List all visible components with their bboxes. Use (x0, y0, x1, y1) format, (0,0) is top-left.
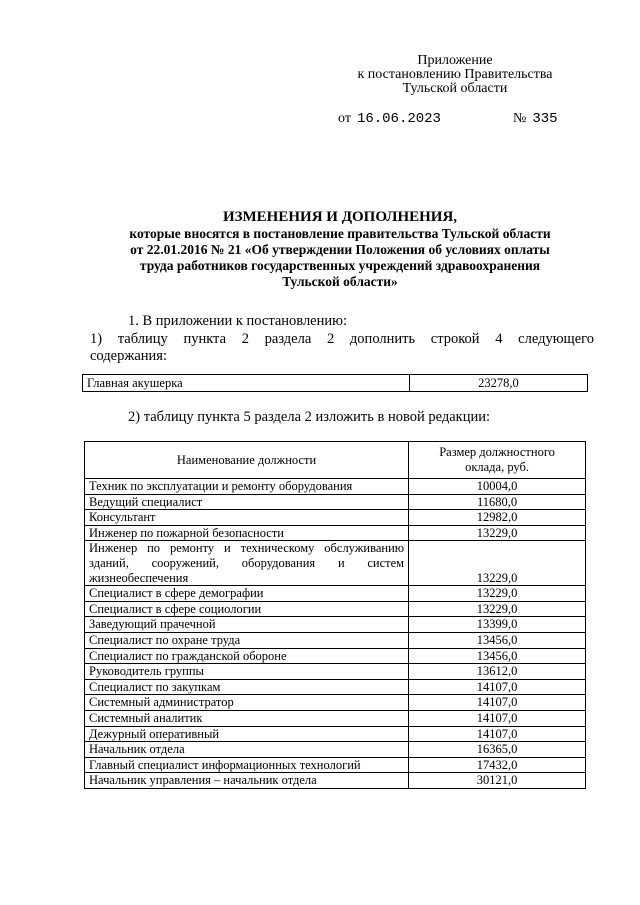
annex-line-1: Приложение (417, 53, 493, 68)
paragraph-1: 1. В приложении к постановлению: (128, 313, 348, 329)
salary-value: 13612,0 (409, 664, 586, 680)
header-salary (409, 442, 586, 479)
salary-value: 13229,0 (409, 541, 586, 586)
salary-value: 30121,0 (409, 773, 586, 789)
position-name: Специалист в сфере демографии (85, 586, 409, 602)
number-label: № (513, 111, 527, 126)
table-header-row (85, 442, 586, 479)
header-salary-line-2: оклада, руб. (465, 460, 530, 474)
table-row (83, 375, 588, 392)
table-row (85, 742, 586, 758)
document-date (338, 111, 441, 127)
table-row (85, 632, 586, 648)
table-row (85, 679, 586, 695)
header-position: Наименование должности (85, 442, 409, 479)
salary-value: 12982,0 (409, 510, 586, 526)
salary-table (84, 441, 586, 789)
salary-value: 14107,0 (409, 695, 586, 711)
salary-value: 16365,0 (409, 742, 586, 758)
position-name: Руководитель группы (85, 664, 409, 680)
salary-value: 17432,0 (409, 757, 586, 773)
salary-value: 13399,0 (409, 617, 586, 633)
position-name: Дежурный оперативный (85, 726, 409, 742)
salary-value: 23278,0 (409, 375, 587, 392)
document-heading (90, 209, 590, 290)
position-name: Системный администратор (85, 695, 409, 711)
salary-value: 13229,0 (409, 525, 586, 541)
date-value: 16.06.2023 (356, 111, 441, 127)
position-name: Специалист по охране труда (85, 632, 409, 648)
number-value: 335 (532, 111, 558, 127)
table-row (85, 479, 586, 495)
table-row (85, 710, 586, 726)
position-name: Системный аналитик (85, 710, 409, 726)
salary-value: 14107,0 (409, 710, 586, 726)
table-row (85, 726, 586, 742)
salary-value: 11680,0 (409, 494, 586, 510)
salary-value: 13456,0 (409, 632, 586, 648)
salary-value: 13229,0 (409, 601, 586, 617)
position-name: Начальник управления – начальник отдела (85, 773, 409, 789)
table-row (85, 525, 586, 541)
salary-value: 14107,0 (409, 679, 586, 695)
table-row (85, 586, 586, 602)
table-addition (82, 374, 588, 392)
position-name: Специалист в сфере социологии (85, 601, 409, 617)
position-name: Специалист по закупкам (85, 679, 409, 695)
table-row (85, 648, 586, 664)
paragraph-2-line-1: 1) таблицу пункта 2 раздела 2 дополнить строкой 4 следующего (90, 331, 594, 347)
paragraph-3: 2) таблицу пункта 5 раздела 2 изложить в новой редакции: (128, 409, 490, 425)
document-number (513, 111, 558, 127)
heading-line-3: труда работников государственных учреждений здравоохранения (139, 258, 541, 273)
salary-value: 13456,0 (409, 648, 586, 664)
heading-line-4: Тульской области» (282, 274, 398, 289)
heading-line-1: которые вносятся в постановление правительства Тульской области (129, 226, 551, 241)
position-name: Заведующий прачечной (85, 617, 409, 633)
table-row (85, 617, 586, 633)
table-row (85, 494, 586, 510)
position-name: Консультант (85, 510, 409, 526)
annex-header (330, 54, 580, 96)
table-row (85, 541, 586, 586)
table-row (85, 773, 586, 789)
annex-line-3: Тульской области (402, 81, 508, 96)
position-name: Инженер по пожарной безопасности (85, 525, 409, 541)
salary-value: 10004,0 (409, 479, 586, 495)
position-name: Главная акушерка (83, 375, 410, 392)
table-row (85, 695, 586, 711)
heading-title: ИЗМЕНЕНИЯ И ДОПОЛНЕНИЯ, (222, 209, 458, 225)
position-name: Ведущий специалист (85, 494, 409, 510)
table-row (85, 664, 586, 680)
position-name: Начальник отдела (85, 742, 409, 758)
heading-line-2: от 22.01.2016 № 21 «Об утверждении Положения об условиях оплаты (130, 242, 550, 257)
table-row (85, 601, 586, 617)
salary-value: 13229,0 (409, 586, 586, 602)
position-name: Главный специалист информационных технологий (85, 757, 409, 773)
salary-table-body (85, 479, 586, 789)
paragraph-2-line-2: содержания: (90, 348, 168, 364)
position-name: Специалист по гражданской обороне (85, 648, 409, 664)
table-row (85, 757, 586, 773)
header-salary-line-1: Размер должностного (439, 445, 555, 460)
date-label: от (338, 111, 351, 126)
position-name: Техник по эксплуатации и ремонту оборудования (85, 479, 409, 495)
salary-value: 14107,0 (409, 726, 586, 742)
position-name: Инженер по ремонту и техническому обслуживанию зданий, сооружений, оборудования и систем жизнеобеспечения (85, 541, 409, 586)
annex-line-2: к постановлению Правительства (357, 67, 553, 82)
table-row (85, 510, 586, 526)
